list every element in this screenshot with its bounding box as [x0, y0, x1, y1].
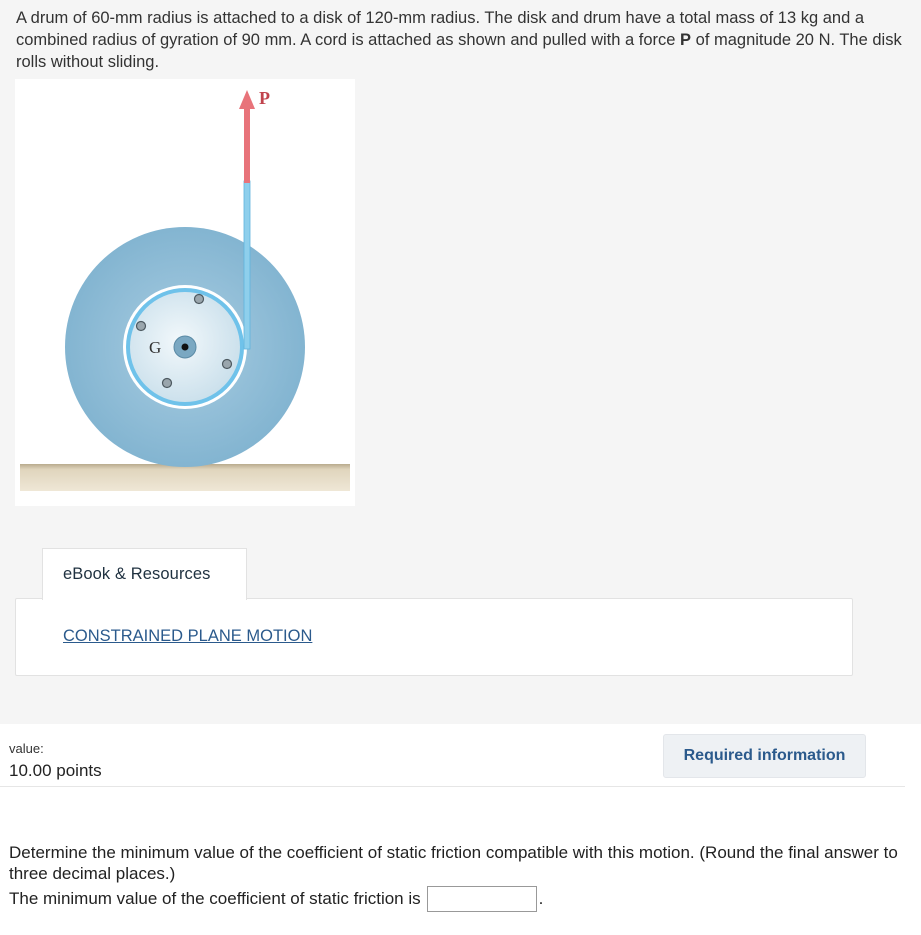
force-symbol: P: [680, 31, 692, 49]
answer-row: [9, 886, 543, 912]
bolt: [163, 379, 172, 388]
force-arrow-shaft: [244, 107, 250, 183]
constrained-plane-motion-link[interactable]: CONSTRAINED PLANE MOTION: [63, 627, 313, 645]
ebook-resources-tab-label: eBook & Resources: [63, 565, 211, 583]
center-label: G: [149, 338, 162, 357]
resources-panel: [15, 598, 853, 676]
cord: [244, 181, 250, 349]
figure-svg: [15, 79, 355, 506]
ebook-resources-tab[interactable]: [42, 548, 247, 600]
divider: [0, 786, 905, 787]
value-label: value:: [9, 741, 44, 756]
bolt: [137, 322, 146, 331]
disk-drum-figure: [15, 79, 355, 506]
bolt: [195, 295, 204, 304]
force-label: P: [259, 88, 270, 108]
question-prompt: Determine the minimum value of the coefficient of static friction compatible with this motion. (Round the final answer to three decimal places.): [9, 843, 898, 883]
answer-suffix: .: [538, 889, 544, 908]
force-arrow-head: [239, 90, 255, 109]
problem-statement: A drum of 60-mm radius is attached to a disk of 120-mm radius. The disk and drum have a total mass of 13 kg and a combined radius of gyration of 90 mm. A cord is attached as shown and pulled with a force P of magnitude 20 N. The disk rolls without sliding.: [16, 9, 902, 71]
answer-input[interactable]: [427, 886, 537, 912]
answer-label: The minimum value of the coefficient of static friction is: [9, 889, 421, 908]
ground: [20, 464, 350, 491]
center-dot: [182, 344, 189, 351]
bolt: [223, 360, 232, 369]
points-value: 10.00 points: [9, 761, 102, 780]
required-information-button[interactable]: Required information: [663, 734, 866, 778]
